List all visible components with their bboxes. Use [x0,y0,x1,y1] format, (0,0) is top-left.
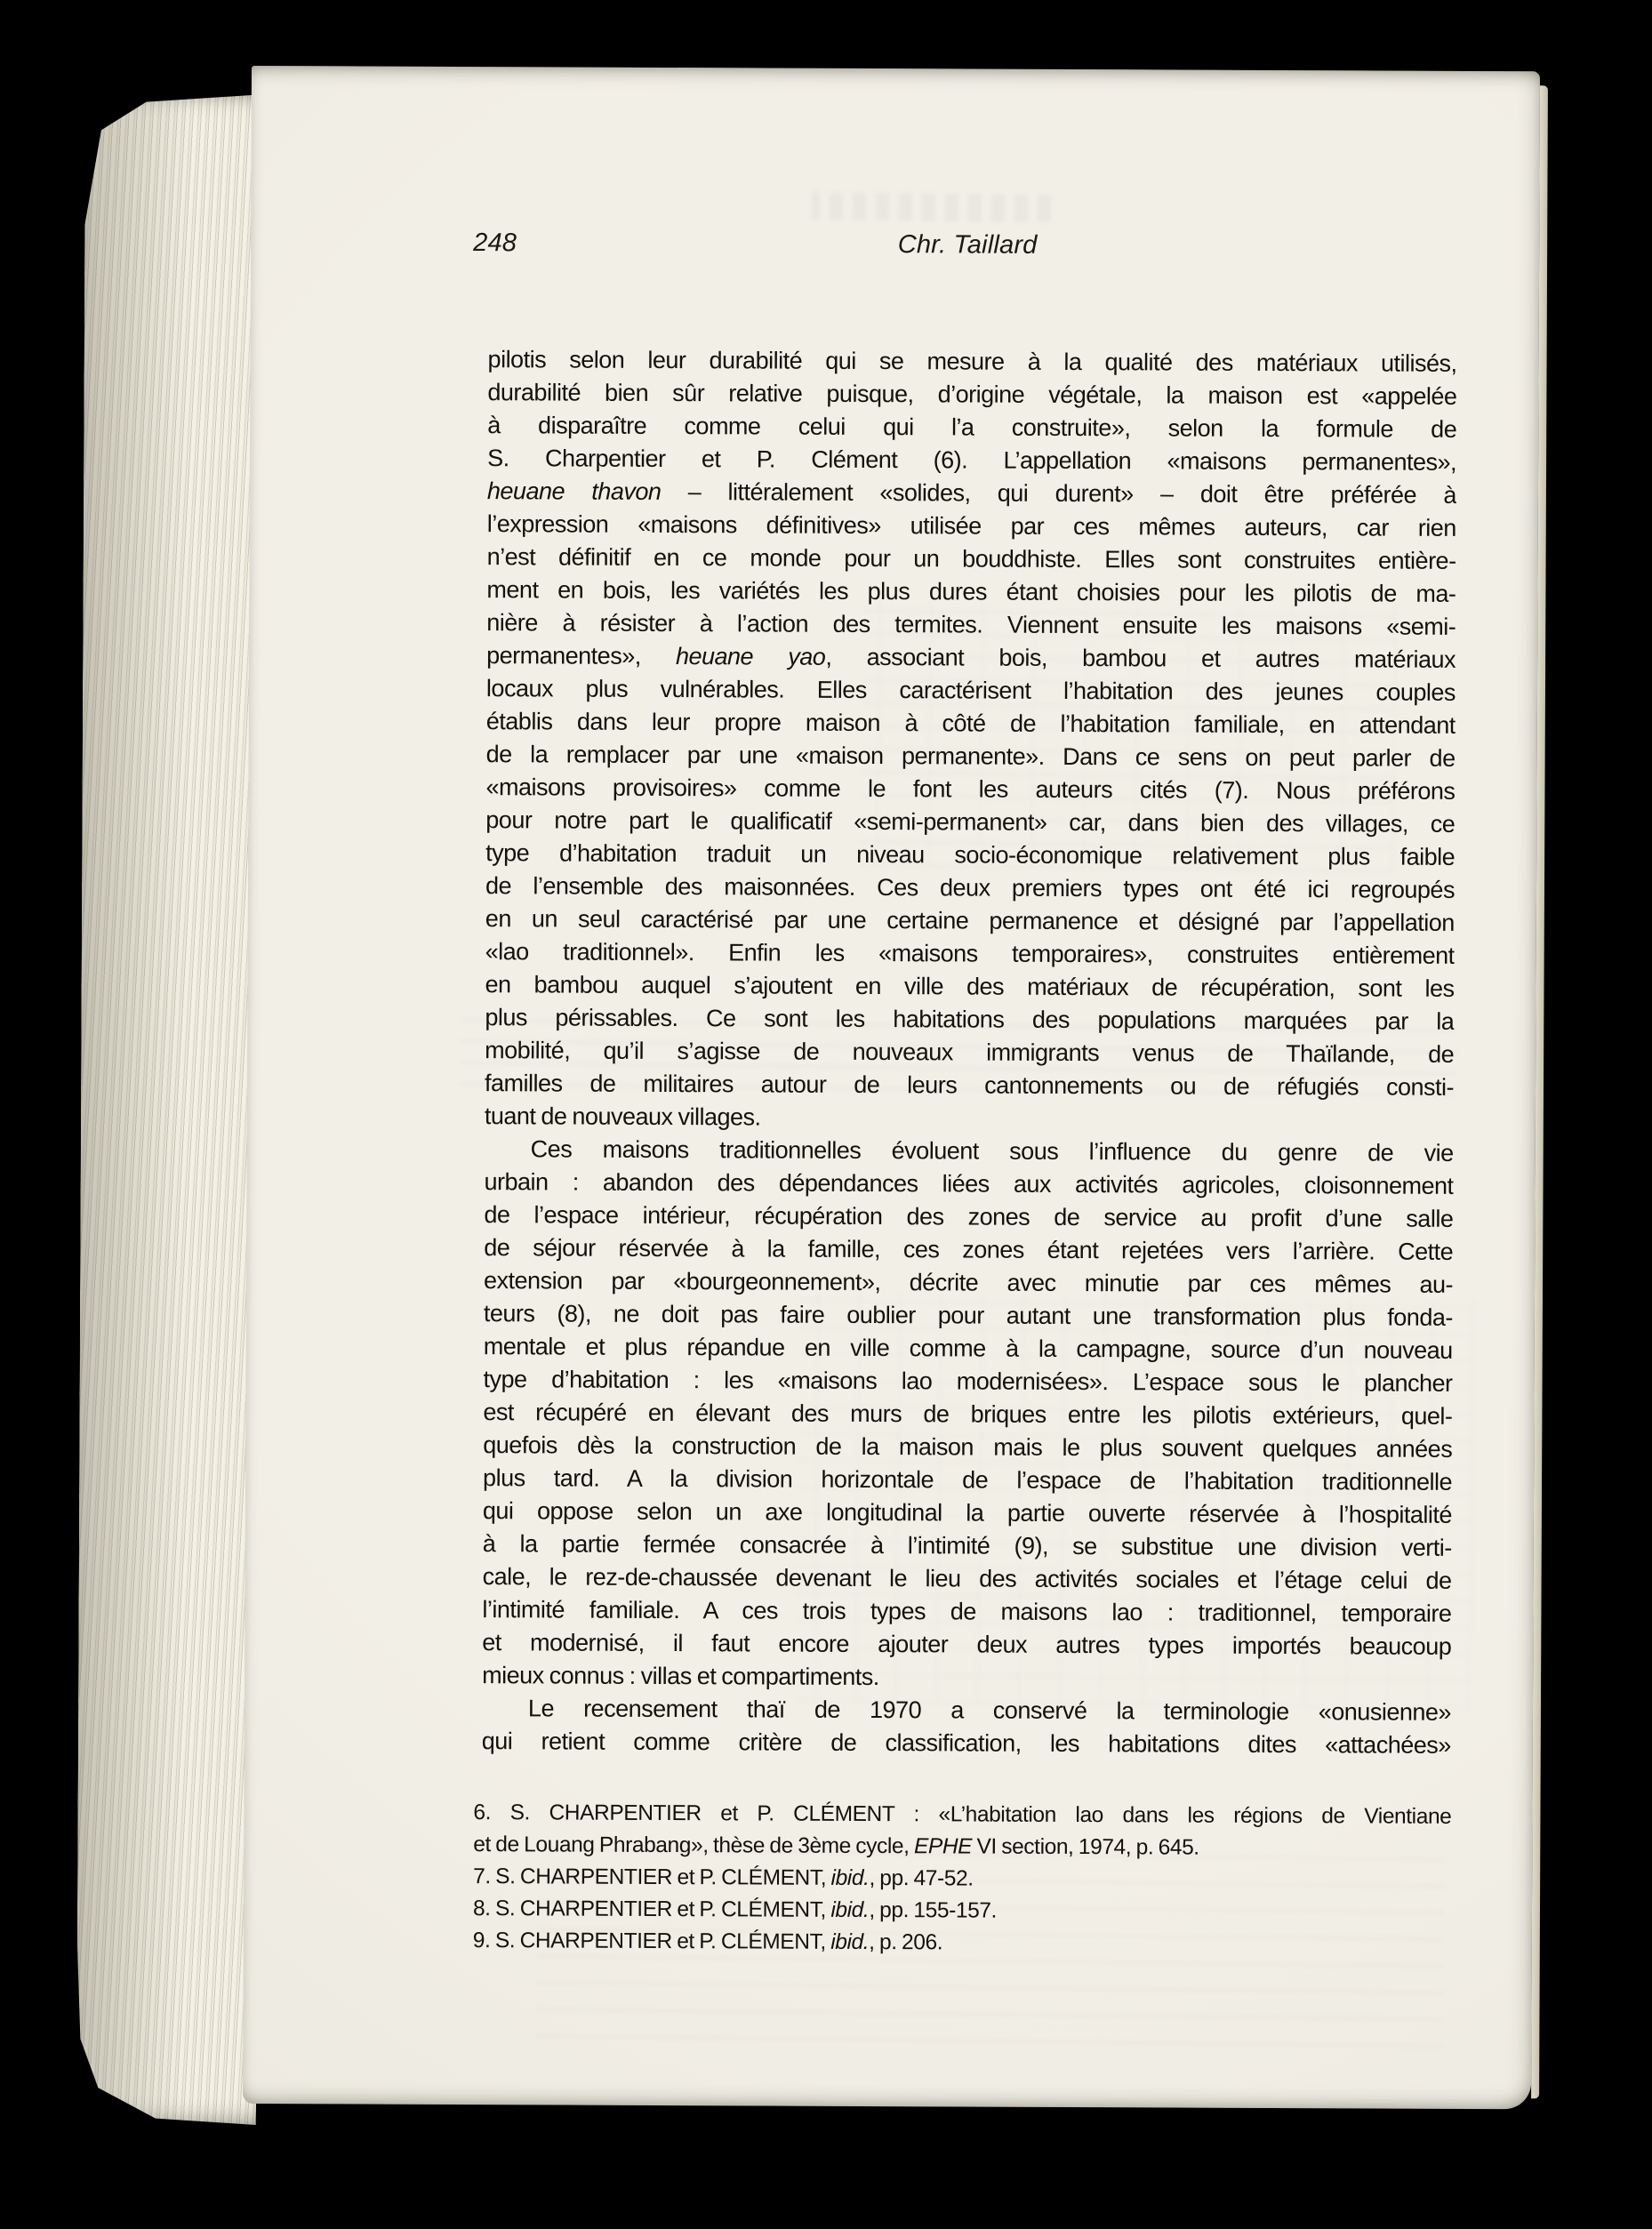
book-page [243,66,1540,2109]
text-line: type d’habitation : les «maisons lao modernisées». L’espace sous le plancher [483,1366,1453,1397]
page-number: 248 [473,229,517,258]
running-header [473,229,1462,265]
text-line: pilotis selon leur durabilité qui se mesure à la qualité des matériaux utilisés, [487,346,1457,377]
text-line: de séjour réservée à la famille, ces zones étant rejetées vers l’arrière. Cette [484,1234,1454,1265]
text-line: l’expression «maisons définitives» utilisée par ces mêmes auteurs, car rien [486,510,1456,541]
running-title: Chr. Taillard [897,230,1038,260]
text-line: et modernisé, il faut encore ajouter deux autres types importés beaucoup [482,1629,1452,1660]
footnotes [473,1797,1452,1961]
text-line: extension par «bourgeonnement», décrite avec minutie par ces mêmes au- [484,1267,1454,1298]
footnote-line: 7. S. CHARPENTIER et P. CLÉMENT, ibid., pp. 47-52. [473,1864,974,1891]
text-line: mobilité, qu’il s’agisse de nouveaux immigrants venus de Thaïlande, de [485,1037,1455,1068]
page-right-edge [1531,85,1548,2098]
text-line: Ces maisons traditionnelles évoluent sous l’influence du genre de vie [530,1135,1454,1167]
text-line: n’est définitif en ce monde pour un bouddhiste. Elles sont construites entière- [486,543,1456,574]
footnote-line: 9. S. CHARPENTIER et P. CLÉMENT, ibid., p. 206. [472,1928,943,1955]
text-line: «lao traditionnel». Enfin les «maisons temporaires», construites entièrement [485,938,1455,969]
text-line: à disparaître comme celui qui l’a construite», selon la formule de [487,412,1457,443]
show-through-ghost [811,192,1051,223]
text-line: à la partie fermée consacrée à l’intimité (9), se substitue une division verti- [482,1530,1452,1561]
page-stack-edges [76,93,265,2125]
text-line: tuant de nouveaux villages. [484,1102,761,1131]
text-line: mentale et plus répandue en ville comme à la campagne, source d’un nouveau [483,1333,1453,1364]
footnote-line: 6. S. CHARPENTIER et P. CLÉMENT : «L’habitation lao dans les régions de Vientiane [473,1800,1452,1829]
text-line: nière à résister à l’action des termites. Viennent ensuite les maisons «semi- [486,609,1456,640]
text-line: est récupéré en élevant des murs de briques entre les pilotis extérieurs, quel- [483,1399,1453,1430]
text-line: pour notre part le qualificatif «semi-permanent» car, dans bien des villages, ce [485,806,1456,838]
paragraph [485,343,1457,1137]
paragraph [482,1133,1454,1696]
body-text [482,343,1457,1762]
text-line: teurs (8), ne doit pas faire oublier pour autant une transformation plus fonda- [483,1300,1453,1331]
text-line: établis dans leur propre maison à côté de l’habitation familiale, en attendant [485,708,1456,739]
text-line: de l’espace intérieur, récupération des zones de service au profit d’une salle [484,1201,1454,1232]
text-line: mieux connus : villas et compartiments. [482,1662,879,1691]
text-line: cale, le rez-de-chaussée devenant le lieu des activités sociales et l’étage celui de [482,1563,1452,1594]
text-line: locaux plus vulnérables. Elles caractérisent l’habitation des jeunes couples [485,675,1456,706]
text-line: durabilité bien sûr relative puisque, d’origine végétale, la maison est «appelée [487,379,1457,410]
text-line: S. Charpentier et P. Clément (6). L’appellation «maisons permanentes», [487,445,1457,476]
text-line: heuane thavon – littéralement «solides, qui durent» – doit être préférée à [486,477,1456,509]
text-line: qui retient comme critère de classification, les habitations dites «attachées» [481,1728,1451,1759]
text-line: Le recensement thaï de 1970 a conservé la terminologie «onusienne» [527,1695,1452,1726]
text-line: l’intimité familiale. A ces trois types de maisons lao : traditionnel, temporaire [482,1596,1452,1627]
text-line: ment en bois, les variétés les plus dures étant choisies pour les pilotis de ma- [486,576,1456,607]
text-line: en un seul caractérisé par une certaine permanence et désigné par l’appellation [485,905,1455,936]
text-line: type d’habitation traduit un niveau socio-économique relativement plus faible [485,839,1456,870]
text-line: de la remplacer par une «maison permanente». Dans ce sens on peut parler de [485,741,1456,772]
footnote-line: 8. S. CHARPENTIER et P. CLÉMENT, ibid., pp. 155-157. [472,1896,998,1923]
text-line: plus périssables. Ce sont les habitations des populations marquées par la [485,1004,1455,1035]
text-line: «maisons provisoires» comme le font les auteurs cités (7). Nous préférons [485,774,1456,805]
text-line: permanentes», heuane yao, associant bois, bambou et autres matériaux [486,642,1456,673]
text-line: en bambou auquel s’ajoutent en ville des matériaux de récupération, sont les [485,971,1455,1002]
text-line: de l’ensemble des maisonnées. Ces deux premiers types ont été ici regroupés [485,872,1456,903]
text-line: plus tard. A la division horizontale de l’espace de l’habitation traditionnelle [483,1464,1453,1495]
text-line: familles de militaires autour de leurs cantonnements ou de réfugiés consti- [484,1070,1455,1101]
text-line: urbain : abandon des dépendances liées aux activités agricoles, cloisonnement [484,1168,1454,1199]
footnote-line: et de Louang Phrabang», thèse de 3ème cycle, EPHE VI section, 1974, p. 645. [473,1832,1199,1860]
text-line: quefois dès la construction de la maison mais le plus souvent quelques années [483,1431,1453,1463]
text-line: qui oppose selon un axe longitudinal la partie ouverte réservée à l’hospitalité [482,1497,1452,1528]
paragraph [482,1692,1451,1762]
